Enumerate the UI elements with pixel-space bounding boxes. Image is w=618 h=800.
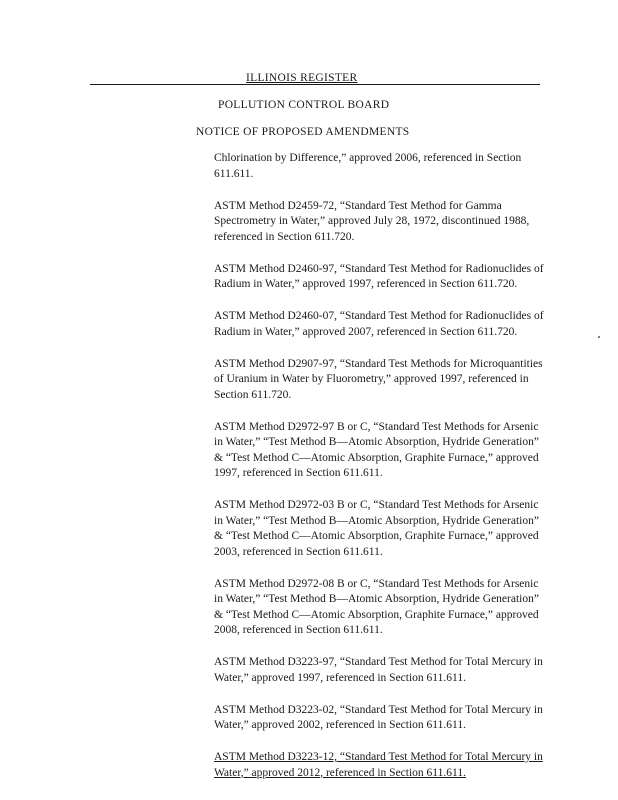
agency-name: POLLUTION CONTROL BOARD (218, 99, 390, 111)
list-item-new-entry: ASTM Method D3223-12, “Standard Test Method for Total Mercury in Water,” approved 2012, referenced in Section 611.611. (214, 751, 543, 779)
notice-heading: NOTICE OF PROPOSED AMENDMENTS (196, 126, 410, 138)
list-item: ASTM Method D2459-72, “Standard Test Method for Gamma Spectrometry in Water,” approved July 28, 1972, discontinued 1988, referenced in Section 611.720. (214, 199, 530, 243)
list-item: ASTM Method D2907-97, “Standard Test Methods for Microquantities of Uranium in Water by Fluorometry,” approved 1997, referenced in Section 611.720. (214, 357, 543, 401)
list-item: ASTM Method D2460-07, “Standard Test Method for Radionuclides of Radium in Water,” approved 2007, referenced in Section 611.720. (214, 310, 544, 338)
list-item: ASTM Method D2972-03 B or C, “Standard Test Methods for Arsenic in Water,” “Test Method B—Atomic Absorption, Hydride Generation” & “Test Method C—Atomic Absorption, Graphite Furnace,” approved 2003, referenced in Section 611.611. (214, 499, 539, 558)
list-item: ASTM Method D3223-97, “Standard Test Method for Total Mercury in Water,” approved 1997, referenced in Section 611.611. (214, 656, 543, 684)
header-rule (90, 84, 540, 85)
scan-speck (598, 336, 600, 338)
list-item: ASTM Method D2972-97 B or C, “Standard Test Methods for Arsenic in Water,” “Test Method B—Atomic Absorption, Hydride Generation” & “Test Method C—Atomic Absorption, Graphite Furnace,” approved 1997, referenced in Section 611.611. (214, 420, 539, 479)
list-item: ASTM Method D2972-08 B or C, “Standard Test Methods for Arsenic in Water,” “Test Method B—Atomic Absorption, Hydride Generation” & “Test Method C—Atomic Absorption, Graphite Furnace,” approved 2008, referenced in Section 611.611. (214, 577, 539, 636)
register-title: ILLINOIS REGISTER (246, 72, 358, 84)
list-item: Chlorination by Difference,” approved 2006, referenced in Section 611.611. (214, 152, 522, 180)
list-item: ASTM Method D3223-02, “Standard Test Method for Total Mercury in Water,” approved 2002, referenced in Section 611.611. (214, 703, 543, 731)
reference-list (214, 151, 544, 798)
list-item: ASTM Method D2460-97, “Standard Test Method for Radionuclides of Radium in Water,” approved 1997, referenced in Section 611.720. (214, 262, 544, 290)
